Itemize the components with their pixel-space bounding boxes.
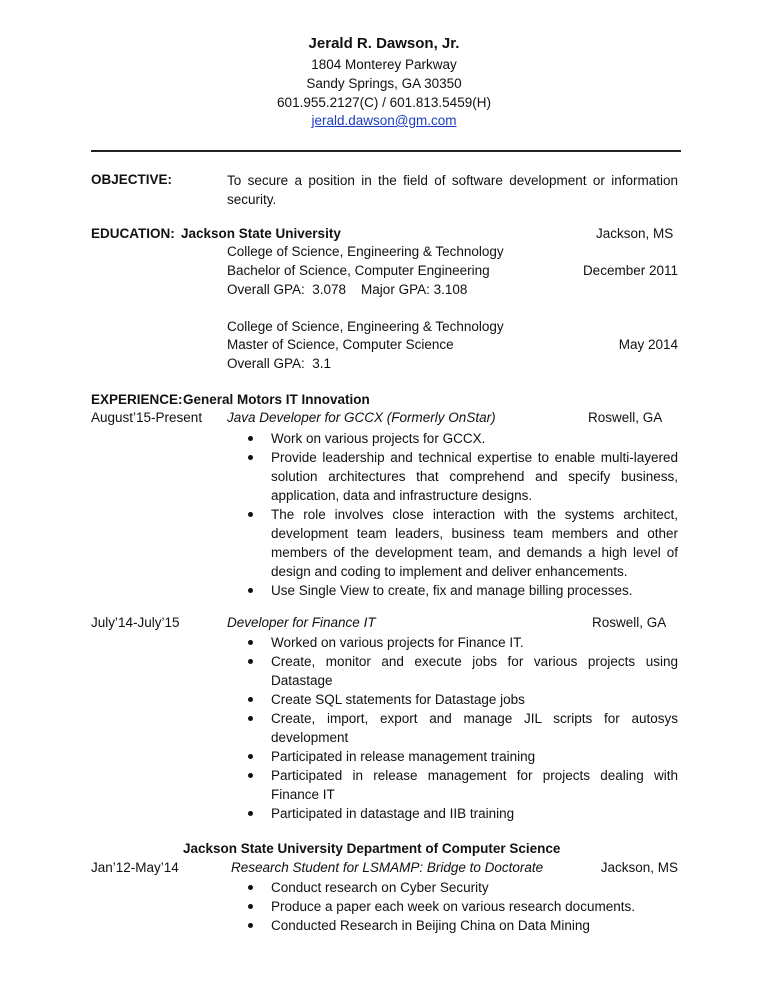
list-item: Produce a paper each week on various research documents.: [244, 897, 678, 916]
list-item: Create, import, export and manage JIL scripts for autosys development: [244, 709, 678, 747]
bullet-icon: [248, 885, 253, 890]
job1-title: Java Developer for GCCX (Formerly OnStar): [227, 410, 496, 425]
bullet-icon: [248, 659, 253, 664]
job2-dates: July’14-July’15: [91, 615, 180, 630]
list-item: Use Single View to create, fix and manage billing processes.: [244, 581, 678, 600]
bullet-icon: [248, 588, 253, 593]
bullet-icon: [248, 923, 253, 928]
job1-bullets: [244, 429, 678, 600]
bullet-icon: [248, 455, 253, 460]
employer-gm: General Motors IT Innovation: [183, 392, 370, 407]
header-divider: [91, 150, 681, 152]
list-item: Participated in release management training: [244, 747, 678, 766]
degree1-date: December 2011: [582, 263, 678, 278]
experience-label: EXPERIENCE:: [91, 392, 183, 407]
education-location: Jackson, MS: [596, 226, 674, 241]
bullet-icon: [248, 754, 253, 759]
list-item: Provide leadership and technical expertise to enable multi-layered solution architectures that comprehend and specify business, application, data and infrastructure designs.: [244, 448, 678, 505]
bullet-icon: [248, 436, 253, 441]
applicant-name: Jerald R. Dawson, Jr.: [308, 35, 460, 52]
bullet-icon: [248, 697, 253, 702]
employer-jsu: Jackson State University Department of Computer Science: [183, 841, 561, 856]
bullet-icon: [248, 811, 253, 816]
list-item: Work on various projects for GCCX.: [244, 429, 678, 448]
degree1-title: Bachelor of Science, Computer Engineering: [227, 263, 490, 278]
phone-numbers: 601.955.2127(C) / 601.813.5459(H): [277, 95, 491, 110]
bullet-icon: [248, 640, 253, 645]
job2-bullets: [244, 633, 678, 823]
job1-location: Roswell, GA: [588, 410, 663, 425]
bullet-icon: [248, 716, 253, 721]
list-item: Worked on various projects for Finance IT.: [244, 633, 678, 652]
job2-title: Developer for Finance IT: [227, 615, 376, 630]
degree1-gpa: Overall GPA: 3.078 Major GPA: 3.108: [227, 282, 468, 297]
objective-text: To secure a position in the field of software development or information security.: [227, 173, 678, 207]
degree2-college: College of Science, Engineering & Technology: [227, 319, 504, 334]
degree2-title: Master of Science, Computer Science: [227, 337, 454, 352]
education-school: Jackson State University: [181, 226, 341, 241]
address-line-1: 1804 Monterey Parkway: [311, 57, 457, 72]
list-item: Participated in datastage and IIB training: [244, 804, 678, 823]
job3-title: Research Student for LSMAMP: Bridge to Doctorate: [231, 860, 544, 875]
education-label: EDUCATION:: [91, 226, 175, 241]
list-item: Participated in release management for projects dealing with Finance IT: [244, 766, 678, 804]
email-link[interactable]: jerald.dawson@gm.com: [311, 113, 457, 128]
email-container: [0, 112, 768, 130]
degree2-date: May 2014: [618, 337, 678, 352]
job1-dates: August’15-Present: [91, 410, 203, 425]
job3-bullets: [244, 878, 678, 935]
address-line-2: Sandy Springs, GA 30350: [306, 76, 462, 91]
list-item: The role involves close interaction with the systems architect, development team leaders, business team members and other members of the development team, and demands a high level of design and coding to implement and deliver enhancements.: [244, 505, 678, 581]
degree2-gpa: Overall GPA: 3.1: [227, 356, 332, 371]
list-item: Create SQL statements for Datastage jobs: [244, 690, 678, 709]
list-item: Create, monitor and execute jobs for various projects using Datastage: [244, 652, 678, 690]
bullet-icon: [248, 512, 253, 517]
degree1-college: College of Science, Engineering & Technology: [227, 244, 504, 259]
job3-location: Jackson, MS: [600, 860, 678, 875]
bullet-icon: [248, 773, 253, 778]
objective-label: OBJECTIVE:: [91, 172, 173, 187]
job2-location: Roswell, GA: [592, 615, 667, 630]
bullet-icon: [248, 904, 253, 909]
job3-dates: Jan’12-May’14: [91, 860, 179, 875]
list-item: Conducted Research in Beijing China on Data Mining: [244, 916, 678, 935]
list-item: Conduct research on Cyber Security: [244, 878, 678, 897]
